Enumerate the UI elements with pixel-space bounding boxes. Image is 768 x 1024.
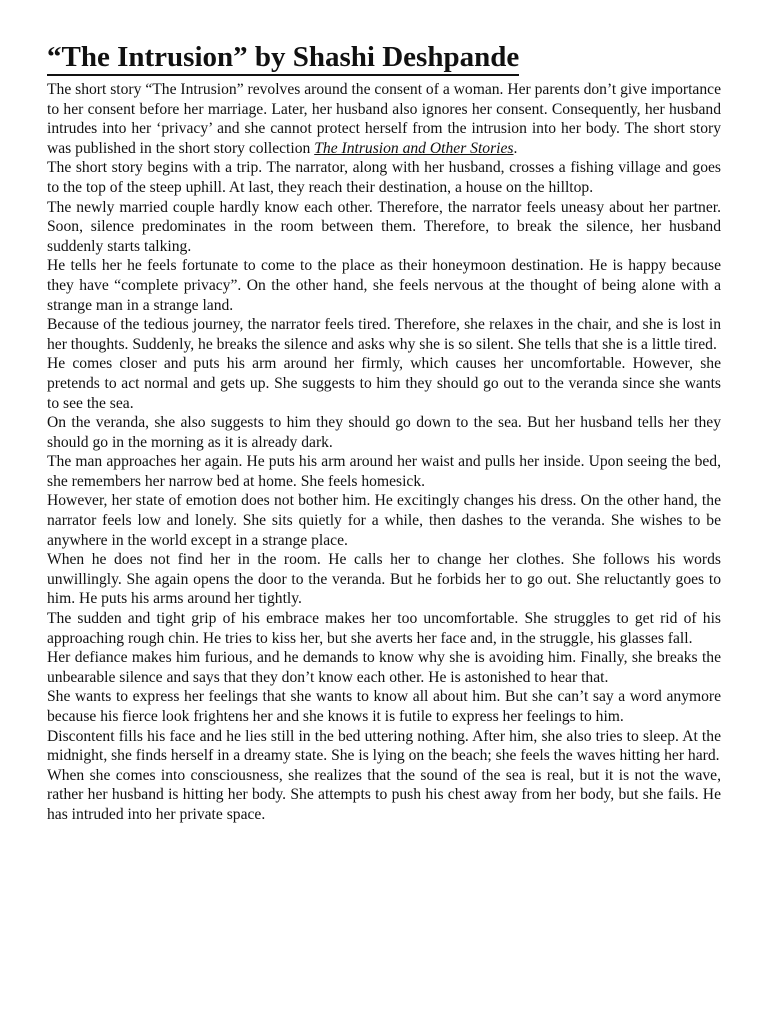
paragraph: The newly married couple hardly know each other. Therefore, the narrator feels uneasy about her partner. Soon, silence predominates in the room between them. Therefore, to break the silence, her husband suddenly starts talking. (47, 198, 721, 255)
paragraph: Her defiance makes him furious, and he demands to know why she is avoiding him. Finally, she breaks the unbearable silence and says that they don’t know each other. He is astonished to hear that. (47, 649, 721, 686)
intro-end: . (513, 139, 518, 157)
paragraph: He comes closer and puts his arm around her firmly, which causes her uncomfortable. However, she pretends to act normal and gets up. She suggests to him they should go out to the veranda since she wants to see the sea. (47, 355, 721, 412)
document-page (47, 40, 721, 825)
intro-paragraph (47, 80, 721, 158)
document-title: “The Intrusion” by Shashi Deshpande (47, 40, 519, 76)
book-title: The Intrusion and Other Stories (314, 139, 514, 157)
paragraph: When he does not find her in the room. He calls her to change her clothes. She follows his words unwillingly. She again opens the door to the veranda. But he forbids her to go out. She reluctantly goes to him. He puts his arms around her tightly. (47, 551, 721, 608)
paragraph: Discontent fills his face and he lies still in the bed uttering nothing. After him, she also tries to sleep. At the midnight, she finds herself in a dreamy state. She is lying on the beach; she feels the waves hitting her hard. (47, 727, 721, 765)
paragraph: Because of the tedious journey, the narrator feels tired. Therefore, she relaxes in the chair, and she is lost in her thoughts. Suddenly, he breaks the silence and asks why she is so silent. She tells that she is a little tired. (47, 316, 721, 353)
paragraph: The man approaches her again. He puts his arm around her waist and pulls her inside. Upon seeing the bed, she remembers her narrow bed at home. She feels homesick. (47, 453, 721, 490)
paragraph: The sudden and tight grip of his embrace makes her too uncomfortable. She struggles to get rid of his approaching rough chin. He tries to kiss her, but she averts her face and, in the struggle, his glasses fall. (47, 610, 721, 647)
intro-text: The short story “The Intrusion” revolves around the consent of a woman. Her parents don’t give importance to her consent before her marriage. Later, her husband also ignores her consent. Consequently, her husband intrudes into her ‘privacy’ and she cannot protect herself from the intrusion into her body. The short story was published in the short story collection (47, 81, 721, 157)
paragraph: However, her state of emotion does not bother him. He excitingly changes his dress. On the other hand, the narrator feels low and lonely. She sits quietly for a while, then dashes to the veranda. She wishes to be anywhere in the world except in a strange place. (47, 492, 721, 549)
paragraph: On the veranda, she also suggests to him they should go down to the sea. But her husband tells her they should go in the morning as it is already dark. (47, 414, 721, 451)
paragraph: When she comes into consciousness, she realizes that the sound of the sea is real, but it is not the wave, rather her husband is hitting her body. She attempts to push his chest away from her body, but she fails. He has intruded into her private space. (47, 766, 721, 823)
paragraph: She wants to express her feelings that she wants to know all about him. But she can’t say a word anymore because his fierce look frightens her and she knows it is futile to express her feelings to him. (47, 688, 721, 725)
paragraph: He tells her he feels fortunate to come to the place as their honeymoon destination. He is happy because they have “complete privacy”. On the other hand, she feels nervous at the thought of being alone with a strange man in a strange land. (47, 257, 721, 314)
paragraph: The short story begins with a trip. The narrator, along with her husband, crosses a fishing village and goes to the top of the steep uphill. At last, they reach their destination, a house on the hilltop. (47, 159, 721, 196)
